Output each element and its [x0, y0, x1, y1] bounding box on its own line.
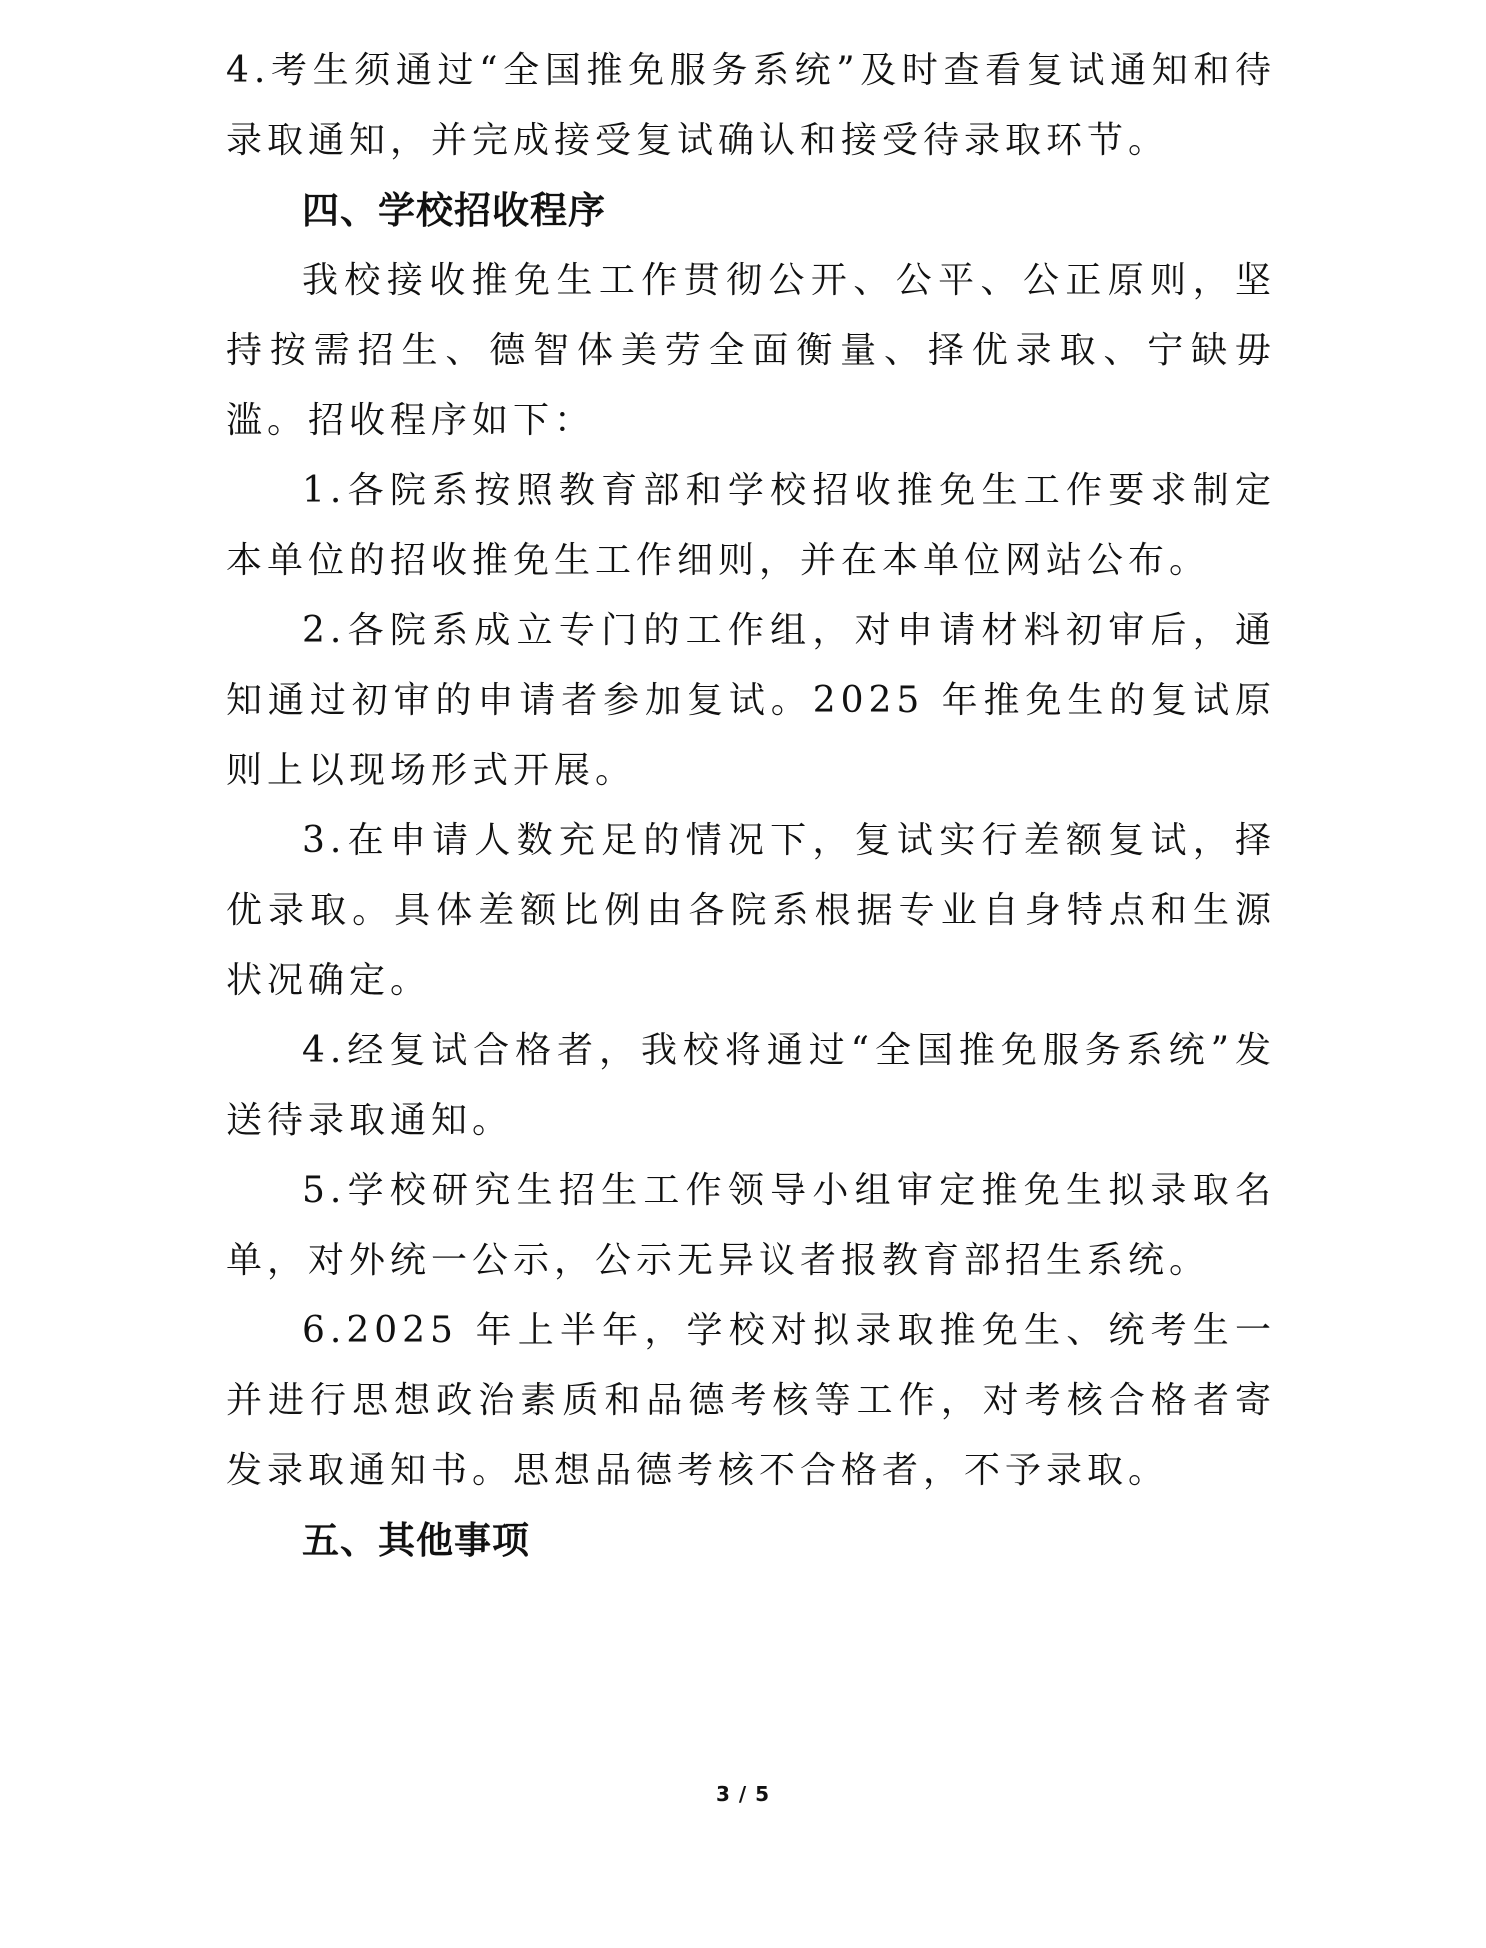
document-body [226, 36, 1276, 1576]
paragraph-admission-principles: 我校接收推免生工作贯彻公开、公平、公正原则，坚持按需招生、德智体美劳全面衡量、择优录取、宁缺毋滥。招收程序如下： [226, 260, 1276, 441]
paragraph-review-notice: 4.考生须通过“全国推免服务系统”及时查看复试通知和待录取通知，并完成接受复试确认和接受待录取环节。 [226, 50, 1276, 161]
paragraph-step-3: 3.在申请人数充足的情况下，复试实行差额复试，择优录取。具体差额比例由各院系根据专业自身特点和生源状况确定。 [226, 820, 1276, 1001]
paragraph-step-1: 1.各院系按照教育部和学校招收推免生工作要求制定本单位的招收推免生工作细则，并在本单位网站公布。 [226, 470, 1276, 581]
page-number: 3 / 5 [715, 1782, 771, 1806]
paragraph-step-5: 5.学校研究生招生工作领导小组审定推免生拟录取名单，对外统一公示，公示无异议者报教育部招生系统。 [226, 1170, 1276, 1281]
paragraph-step-4: 4.经复试合格者，我校将通过“全国推免服务系统”发送待录取通知。 [226, 1030, 1276, 1141]
heading-admission-procedure: 四、学校招收程序 [302, 189, 606, 232]
paragraph-step-6: 6.2025 年上半年，学校对拟录取推免生、统考生一并进行思想政治素质和品德考核等工作，对考核合格者寄发录取通知书。思想品德考核不合格者，不予录取。 [226, 1310, 1276, 1491]
paragraph-step-2: 2.各院系成立专门的工作组，对申请材料初审后，通知通过初审的申请者参加复试。2025 年推免生的复试原则上以现场形式开展。 [226, 610, 1276, 791]
heading-other-matters: 五、其他事项 [302, 1519, 530, 1562]
